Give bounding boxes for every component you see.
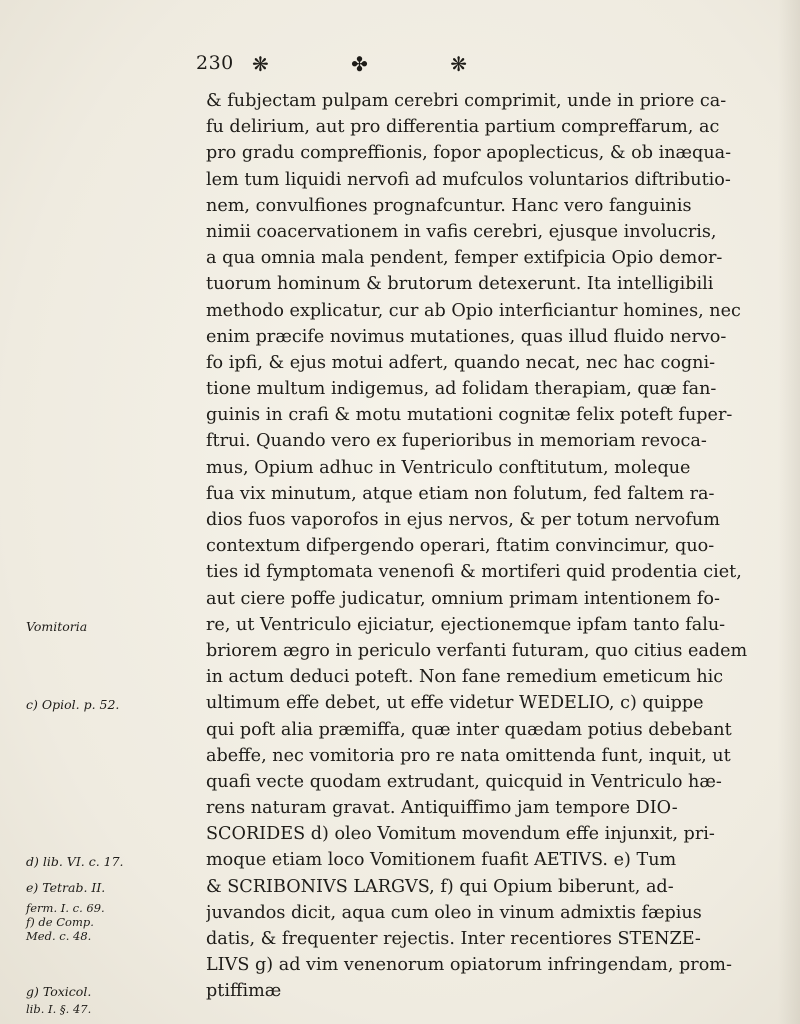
text-line: re, ut Ventriculo ejiciatur, ejectionemque ipfam tanto falu- <box>206 614 726 635</box>
margin-note-g: g) Toxicol. <box>26 984 92 999</box>
text-line: rens naturam gravat. Antiquiffimo jam tempore DIO- <box>206 798 678 819</box>
text-line: dios fuos vaporofos in ejus nervos, & per totum nervofum <box>206 510 720 530</box>
margin-note-e-cont: ferm. I. c. 69. <box>26 901 105 915</box>
text-line: datis, & frequenter rejectis. Inter recentiores STENZE- <box>206 929 701 949</box>
text-line: & SCRIBONIVS LARGVS, f) qui Opium biberunt, ad- <box>206 876 674 897</box>
text-line: LIVS g) ad vim venenorum opiatorum infringendam, prom- <box>206 955 732 976</box>
page-number: 230 <box>196 52 234 74</box>
text-line: fu delirium, aut pro differentia partium compreffarum, ac <box>206 117 720 138</box>
margin-note-f: f) de Comp. <box>26 915 94 929</box>
text-line: ftrui. Quando vero ex fuperioribus in memoriam revoca- <box>206 431 707 452</box>
text-line: in actum deduci poteft. Non fane remedium emeticum hic <box>206 667 724 688</box>
text-line: moque etiam loco Vomitionem fuafit AETIVS. e) Tum <box>206 850 677 871</box>
text-line: nimii coacervationem in vafis cerebri, ejusque involucris, <box>206 221 717 242</box>
text-line: ptiffimæ <box>206 981 282 1002</box>
page-header <box>196 52 636 82</box>
text-line: contextum difpergendo operari, ftatim convincimur, quo- <box>206 536 715 557</box>
text-line: ties id fymptomata venenofi & mortiferi quid prodentia ciet, <box>206 562 742 583</box>
text-line: nem, convulfiones prognafcuntur. Hanc vero fanguinis <box>206 195 692 216</box>
text-line: SCORIDES d) oleo Vomitum movendum effe injunxit, pri- <box>206 824 715 845</box>
text-line: methodo explicatur, cur ab Opio interficiantur homines, nec <box>206 300 741 321</box>
text-line: lem tum liquidi nervofi ad mufculos voluntarios diftributio- <box>206 169 731 190</box>
text-line: tuorum hominum & brutorum detexerunt. Ita intelligibili <box>206 274 714 295</box>
text-line: enim præcife novimus mutationes, quas illud fluido nervo- <box>206 326 727 347</box>
body-text <box>206 88 768 1005</box>
header-ornaments: ❋ ✤ ❋ <box>252 52 505 76</box>
text-line: tione multum indigemus, ad folidam therapiam, quæ fan- <box>206 379 717 400</box>
text-line: guinis in crafi & motu mutationi cognitæ felix poteft fuper- <box>206 405 733 426</box>
text-line: abeffe, nec vomitoria pro re nata omittenda funt, inquit, ut <box>206 745 731 766</box>
text-line: fua vix minutum, atque etiam non folutum, fed faltem ra- <box>206 483 715 504</box>
text-line: mus, Opium adhuc in Ventriculo conftitutum, moleque <box>206 457 691 478</box>
text-line: aut ciere poffe judicatur, omnium primam intentionem fo- <box>206 588 720 609</box>
text-line: briorem ægro in periculo verfanti futuram, quo citius eadem <box>206 640 748 661</box>
text-line: juvandos dicit, aqua cum oleo in vinum admixtis fæpius <box>206 902 702 923</box>
text-line: qui poft alia præmiffa, quæ inter quædam potius debebant <box>206 719 732 740</box>
text-line: quafi vecte quodam extrudant, quicquid in Ventriculo hæ- <box>206 771 722 792</box>
scan-edge-shadow <box>778 0 800 1024</box>
text-line: pro gradu compreffionis, fopor apoplecticus, & ob inæqua- <box>206 143 732 164</box>
margin-note-d: d) lib. VI. c. 17. <box>26 854 124 869</box>
margin-note-g-cont: lib. I. §. 47. <box>26 1002 92 1016</box>
text-line: ultimum effe debet, ut effe videtur WEDELIO, c) quippe <box>206 693 704 714</box>
margin-note-vomitoria: Vomitoria <box>26 619 88 634</box>
margin-note-c: c) Opiol. p. 52. <box>26 697 120 712</box>
text-line: & fubjectam pulpam cerebri comprimit, unde in priore ca- <box>206 91 727 111</box>
margin-note-f-cont: Med. c. 48. <box>26 929 92 943</box>
margin-note-e: e) Tetrab. II. <box>26 880 106 895</box>
text-line: a qua omnia mala pendent, femper extifpicia Opio demor- <box>206 248 723 269</box>
text-line: fo ipfi, & ejus motui adfert, quando necat, nec hac cogni- <box>206 352 716 373</box>
